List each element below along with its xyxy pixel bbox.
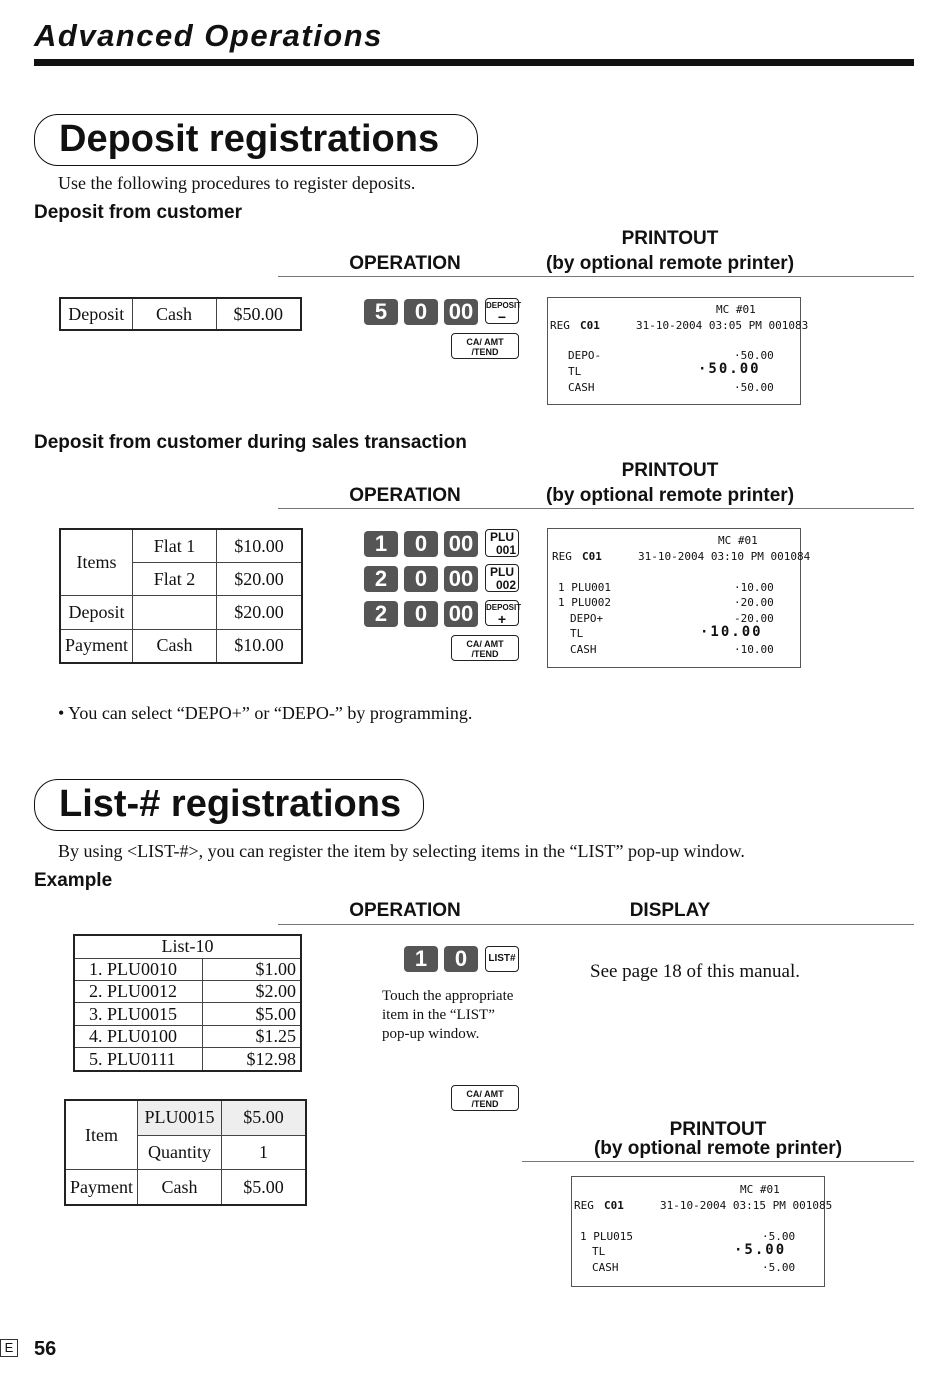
receipt-line: -20.00 xyxy=(734,612,774,625)
key-sign: + xyxy=(497,611,507,627)
table-cell: Deposit xyxy=(60,298,132,330)
key-label: CA/ AMT xyxy=(466,1089,504,1099)
table-cell: Deposit xyxy=(60,596,133,629)
receipt-line: ·50.00 xyxy=(734,349,774,362)
deposit-sales-heading: Deposit from customer during sales transaction xyxy=(34,432,467,453)
receipt-line: DEPO- xyxy=(568,349,602,362)
receipt-line: CASH xyxy=(592,1261,619,1274)
table-cell: 1. PLU0010 xyxy=(74,958,202,980)
table-cell: $5.00 xyxy=(202,1003,301,1025)
key-label: PLU xyxy=(490,565,514,579)
table-cell: Items xyxy=(60,529,133,596)
table-cell: $50.00 xyxy=(216,298,301,330)
printout-label: PRINTOUT xyxy=(621,460,719,481)
receipt-line: 1 PLU015 xyxy=(580,1230,633,1243)
operation-label: OPERATION xyxy=(349,485,461,506)
key-label: 002 xyxy=(495,578,516,592)
receipt-line: REG xyxy=(552,550,572,563)
table-cell: Quantity xyxy=(138,1135,222,1169)
table-cell: $10.00 xyxy=(217,529,303,563)
numeric-key-00[interactable]: 00 xyxy=(444,601,478,627)
list-key[interactable]: LIST# xyxy=(485,946,519,972)
table-cell: PLU0015 xyxy=(138,1100,222,1135)
key-label: /TEND xyxy=(471,347,499,357)
deposit-section-title: Deposit registrations xyxy=(34,114,478,166)
receipt-line: C01 xyxy=(582,550,602,563)
table-title: List-10 xyxy=(74,935,301,958)
example-heading: Example xyxy=(34,870,113,891)
table-cell: 2. PLU0012 xyxy=(74,980,202,1002)
numeric-key-00[interactable]: 00 xyxy=(444,299,478,325)
list-intro: By using <LIST-#>, you can register the item by selecting items in the “LIST” pop-up window. xyxy=(58,841,745,861)
table-cell: Flat 2 xyxy=(133,563,217,596)
table-cell: $5.00 xyxy=(222,1170,307,1205)
receipt-line: TL xyxy=(570,627,584,640)
table-cell: $5.00 xyxy=(222,1100,307,1135)
table-cell: Cash xyxy=(138,1170,222,1205)
numeric-key-0[interactable]: 0 xyxy=(444,946,478,972)
ca-amt-tend-key[interactable] xyxy=(451,635,519,661)
receipt-line: TL xyxy=(568,365,582,378)
printout-sub-label: (by optional remote printer) xyxy=(545,253,795,274)
column-rule xyxy=(278,276,914,277)
table-cell: Payment xyxy=(60,629,133,663)
printout-sub-label: (by optional remote printer) xyxy=(593,1138,843,1159)
numeric-key-00[interactable]: 00 xyxy=(444,531,478,557)
header-rule xyxy=(34,59,914,66)
receipt-line: ·10.00 xyxy=(734,581,774,594)
receipt-line: 31-10-2004 03:05 PM 001083 xyxy=(636,319,809,332)
plu-001-key[interactable] xyxy=(485,529,519,557)
table-cell: 5. PLU0111 xyxy=(74,1048,202,1071)
sales-table xyxy=(59,528,303,664)
receipt-line: MC #01 xyxy=(740,1183,780,1196)
receipt-line: ·5.00 xyxy=(762,1230,796,1243)
numeric-key-1[interactable]: 1 xyxy=(364,531,398,557)
receipt-line: C01 xyxy=(604,1199,624,1212)
receipt-line: ·50.00 xyxy=(734,381,774,394)
receipt-line: 1 PLU002 xyxy=(558,596,611,609)
operation-label: OPERATION xyxy=(349,900,461,921)
receipt-line: CASH xyxy=(570,643,597,656)
table-cell: $2.00 xyxy=(202,980,301,1002)
printout-label: PRINTOUT xyxy=(621,228,719,249)
key-label: DEPOSIT xyxy=(486,603,522,612)
deposit-customer-heading: Deposit from customer xyxy=(34,202,242,223)
table-cell: Cash xyxy=(132,298,216,330)
column-rule xyxy=(278,924,914,925)
key-label: PLU xyxy=(490,530,514,544)
receipt-line: ·50.00 xyxy=(698,361,761,377)
header-title: Advanced Operations xyxy=(34,18,383,53)
table-cell xyxy=(133,596,217,629)
ca-amt-tend-key[interactable] xyxy=(451,333,519,359)
table-cell: 1 xyxy=(222,1135,307,1169)
touch-line: pop-up window. xyxy=(382,1026,480,1042)
receipt-line: C01 xyxy=(580,319,600,332)
numeric-key-00[interactable]: 00 xyxy=(444,566,478,592)
plu-002-key[interactable] xyxy=(485,564,519,592)
list-10-table xyxy=(73,934,302,1072)
touch-instructions xyxy=(382,987,513,1044)
key-label: 001 xyxy=(495,543,516,557)
operation-label: OPERATION xyxy=(349,253,461,274)
column-rule xyxy=(522,1161,914,1162)
receipt-list xyxy=(571,1176,833,1287)
deposit-minus-key[interactable] xyxy=(485,298,522,325)
receipt-line: ·5.00 xyxy=(762,1261,796,1274)
numeric-key-0[interactable]: 0 xyxy=(404,299,438,325)
list-section-title: List-# registrations xyxy=(34,779,424,831)
table-cell: 4. PLU0100 xyxy=(74,1025,202,1047)
receipt-deposit xyxy=(547,297,809,405)
printout-sub-label: (by optional remote printer) xyxy=(545,485,795,506)
numeric-key-2[interactable]: 2 xyxy=(364,601,398,627)
numeric-key-5[interactable]: 5 xyxy=(364,299,398,325)
deposit-table xyxy=(59,297,302,331)
receipt-line: 31-10-2004 03:15 PM 001085 xyxy=(660,1199,833,1212)
display-label: DISPLAY xyxy=(629,900,711,921)
table-cell: $20.00 xyxy=(217,596,303,629)
receipt-line: 1 PLU001 xyxy=(558,581,611,594)
receipt-line: DEPO+ xyxy=(570,612,604,625)
receipt-line: REG xyxy=(574,1199,594,1212)
receipt-line: MC #01 xyxy=(718,534,758,547)
column-rule xyxy=(278,508,914,509)
numeric-key-0[interactable]: 0 xyxy=(404,566,438,592)
table-cell: $1.25 xyxy=(202,1025,301,1047)
receipt-line: REG xyxy=(550,319,570,332)
numeric-key-0[interactable]: 0 xyxy=(404,601,438,627)
receipt-line: 31-10-2004 03:10 PM 001084 xyxy=(638,550,811,563)
numeric-key-0[interactable]: 0 xyxy=(404,531,438,557)
deposit-plus-key[interactable] xyxy=(485,600,522,627)
table-cell: Item xyxy=(65,1100,138,1170)
table-cell: $20.00 xyxy=(217,563,303,596)
table-cell: Cash xyxy=(133,629,217,663)
language-badge: E xyxy=(0,1339,18,1357)
key-label: CA/ AMT xyxy=(466,337,504,347)
table-cell: $10.00 xyxy=(217,629,303,663)
table-cell: 3. PLU0015 xyxy=(74,1003,202,1025)
receipt-line: ·10.00 xyxy=(734,643,774,656)
key-sign: − xyxy=(497,309,507,325)
key-label: /TEND xyxy=(471,649,499,659)
numeric-key-2[interactable]: 2 xyxy=(364,566,398,592)
touch-line: Touch the appropriate xyxy=(382,988,514,1004)
deposit-intro: Use the following procedures to register deposits. xyxy=(58,173,416,193)
table-cell: Payment xyxy=(65,1170,138,1205)
key-label: /TEND xyxy=(471,1099,499,1109)
table-cell: Flat 1 xyxy=(133,529,217,563)
receipt-line: ·5.00 xyxy=(734,1242,787,1258)
receipt-line: CASH xyxy=(568,381,595,394)
table-cell: $1.00 xyxy=(202,958,301,980)
receipt-line: ·10.00 xyxy=(700,624,763,640)
receipt-line: MC #01 xyxy=(716,303,756,316)
receipt-line: TL xyxy=(592,1245,606,1258)
numeric-key-1[interactable]: 1 xyxy=(404,946,438,972)
receipt-line: ·20.00 xyxy=(734,596,774,609)
display-reference: See page 18 of this manual. xyxy=(590,961,801,982)
receipt-sales xyxy=(547,528,811,668)
key-label: DEPOSIT xyxy=(486,301,522,310)
touch-line: item in the “LIST” xyxy=(382,1007,495,1023)
printout-label: PRINTOUT xyxy=(669,1119,767,1140)
table-cell: $12.98 xyxy=(202,1048,301,1071)
ca-amt-tend-key[interactable] xyxy=(451,1085,519,1111)
page-number: 56 xyxy=(34,1338,57,1360)
item-table xyxy=(64,1099,307,1206)
programming-note: • You can select “DEPO+” or “DEPO-” by programming. xyxy=(58,703,473,723)
key-label: CA/ AMT xyxy=(466,639,504,649)
